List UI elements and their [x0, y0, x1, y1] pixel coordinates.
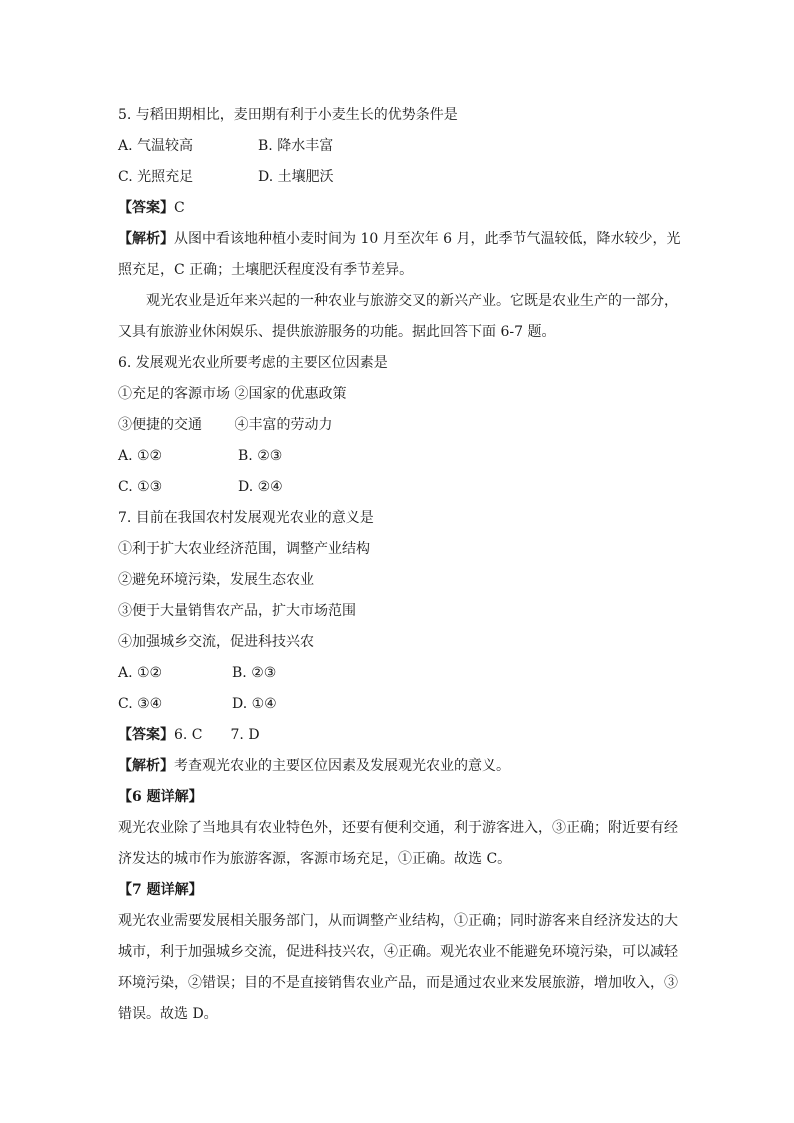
analysis-label: 【解析】	[118, 758, 174, 774]
answer-value: 6. C 7. D	[174, 727, 260, 743]
answer-label: 【答案】	[118, 200, 174, 216]
option-c: C. ①③	[118, 479, 163, 495]
question-5-options-row-1	[118, 131, 678, 162]
option-a: A. ①②	[118, 665, 163, 681]
detail-7-line-1: 观光农业需要发展相关服务部门，从而调整产业结构，①正确；同时游客来自经济发达的大	[118, 913, 678, 929]
option-c: C. 光照充足	[118, 169, 194, 185]
document-page	[118, 100, 681, 1030]
question-7-options-row-1	[118, 658, 678, 689]
question-7: 7. 目前在我国农村发展观光农业的意义是	[118, 510, 374, 526]
analysis-6-7	[118, 751, 678, 782]
question-6-item-2: ③便捷的交通 ④丰富的劳动力	[118, 417, 333, 433]
option-b: B. ②③	[232, 665, 277, 681]
question-5-options-row-2	[118, 162, 678, 193]
option-d: D. 土壤肥沃	[258, 169, 334, 185]
question-7-item-4: ④加强城乡交流，促进科技兴农	[118, 634, 314, 650]
question-6-item-1: ①充足的客源市场 ②国家的优惠政策	[118, 386, 347, 402]
question-5: 5. 与稻田期相比，麦田期有利于小麦生长的优势条件是	[118, 107, 458, 123]
answer-value: C	[174, 200, 185, 216]
analysis-5-line-2: 照充足，C 正确；土壤肥沃程度没有季节差异。	[118, 262, 414, 278]
answer-6-7	[118, 720, 678, 751]
detail-7-line-3: 环境污染，②错误；目的不是直接销售农业产品，而是通过农业来发展旅游，增加收入，③	[118, 975, 678, 991]
question-7-item-2: ②避免环境污染，发展生态农业	[118, 572, 314, 588]
question-6-options-row-2	[118, 472, 678, 503]
answer-label: 【答案】	[118, 727, 174, 743]
option-b: B. 降水丰富	[258, 138, 334, 154]
detail-7-label: 【7 题详解】	[118, 882, 203, 898]
detail-7-line-2: 城市，利于加强城乡交流，促进科技兴农，④正确。观光农业不能避免环境污染，可以减轻	[118, 944, 678, 960]
option-d: D. ①④	[232, 696, 277, 712]
option-d: D. ②④	[238, 479, 283, 495]
option-a: A. 气温较高	[118, 138, 194, 154]
detail-6-label: 【6 题详解】	[118, 789, 203, 805]
option-a: A. ①②	[118, 448, 163, 464]
detail-6-line-1: 观光农业除了当地具有农业特色外，还要有便利交通，利于游客进入，③正确；附近要有经	[118, 820, 678, 836]
intro-line-1: 观光农业是近年来兴起的一种农业与旅游交叉的新兴产业。它既是农业生产的一部分，	[146, 293, 678, 309]
question-6-options-row-1	[118, 441, 678, 472]
analysis-5-line-1	[118, 224, 681, 255]
question-7-item-1: ①利于扩大农业经济范围，调整产业结构	[118, 541, 370, 557]
question-7-options-row-2	[118, 689, 678, 720]
detail-6-line-2: 济发达的城市作为旅游客源，客源市场充足，①正确。故选 C。	[118, 851, 512, 867]
intro-line-2: 又具有旅游业休闲娱乐、提供旅游服务的功能。据此回答下面 6-7 题。	[118, 324, 556, 340]
option-b: B. ②③	[238, 448, 283, 464]
detail-7-line-4: 错误。故选 D。	[118, 1006, 218, 1022]
analysis-text: 考查观光农业的主要区位因素及发展观光农业的意义。	[174, 758, 510, 774]
question-6: 6. 发展观光农业所要考虑的主要区位因素是	[118, 355, 388, 371]
answer-5	[118, 193, 678, 224]
option-c: C. ③④	[118, 696, 163, 712]
question-7-item-3: ③便于大量销售农产品，扩大市场范围	[118, 603, 356, 619]
analysis-label: 【解析】	[118, 231, 174, 247]
analysis-text: 从图中看该地种植小麦时间为 10 月至次年 6 月，此季节气温较低，降水较少，光	[174, 231, 681, 247]
